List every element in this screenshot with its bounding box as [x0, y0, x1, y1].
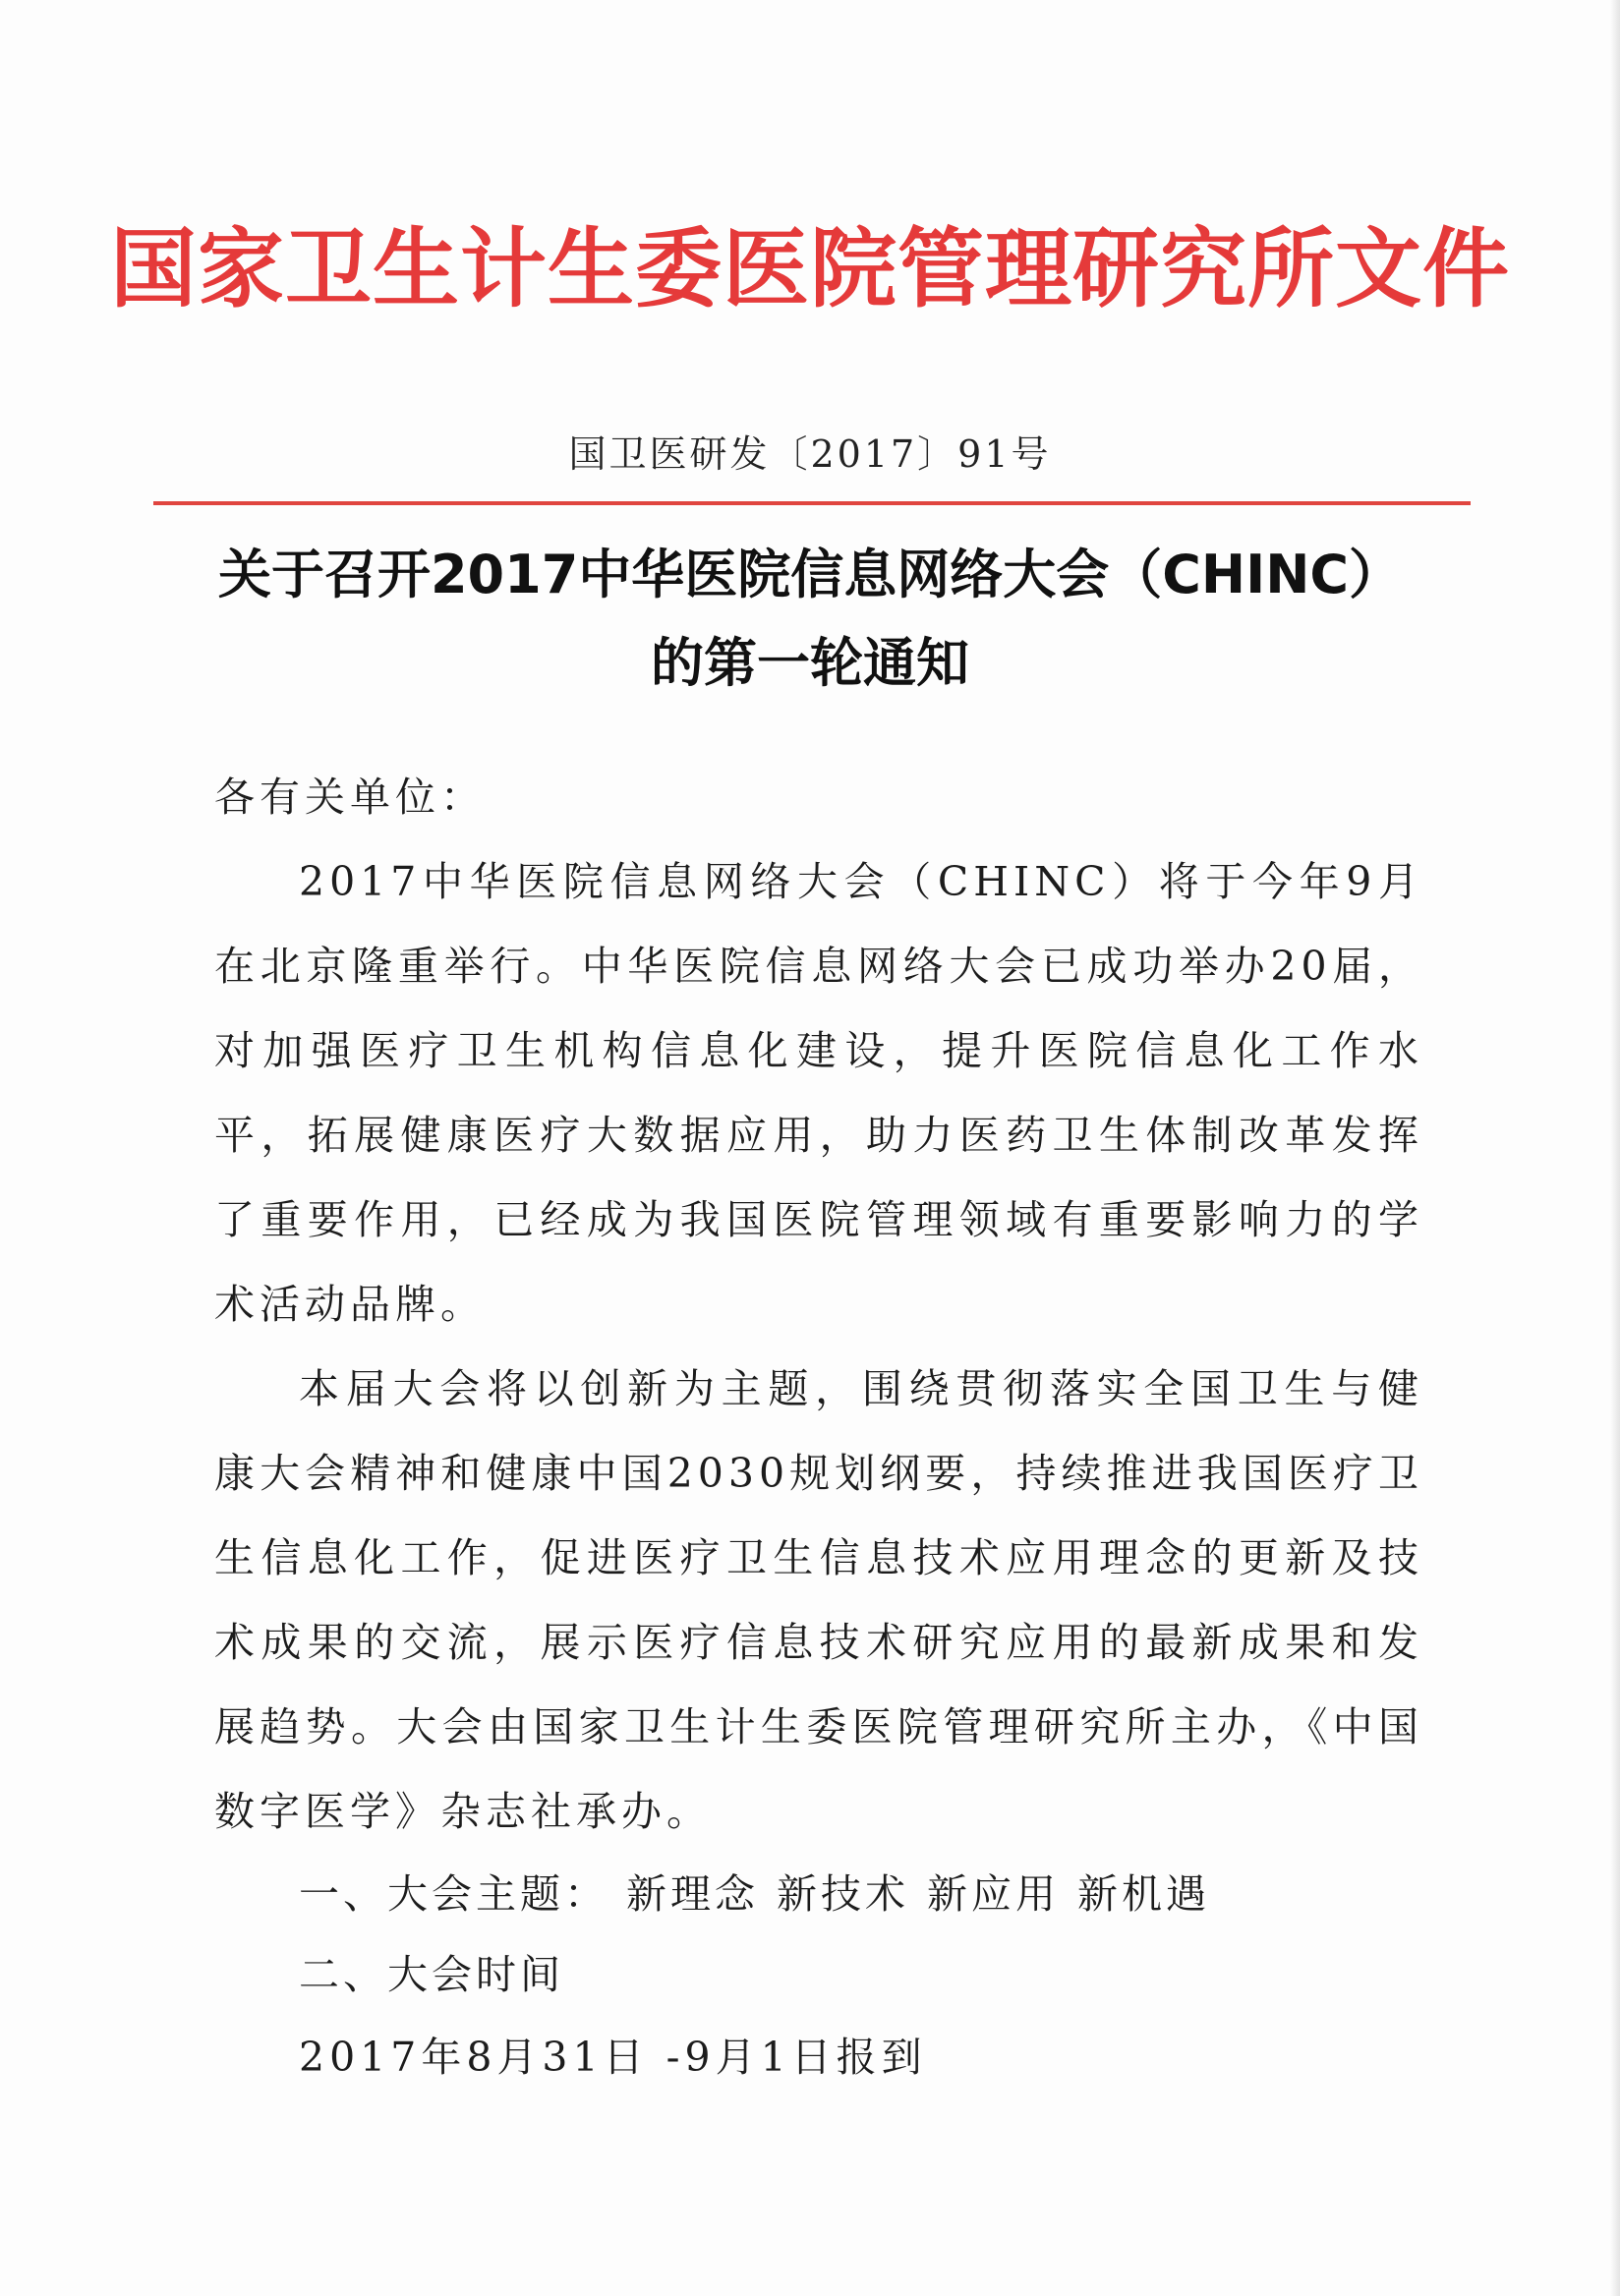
section-theme-heading: 一、大会主题： [299, 1870, 608, 1918]
theme-topic-3: 新应用 [927, 1870, 1060, 1918]
theme-topic-4: 新机遇 [1077, 1870, 1210, 1918]
issuer-header-title: 国家卫生计生委医院管理研究所文件 [109, 217, 1510, 319]
notice-title [0, 531, 1620, 708]
page-edge-shadow [1610, 0, 1620, 2296]
paragraph-theme: 本届大会将以创新为主题，围绕贯彻落实全国卫生与健康大会精神和健康中国2030规划纲要，持续推进我国医疗卫生信息化工作，促进医疗卫生信息技术应用理念的更新及技术成果的交流，展示医疗信息技术研究应用的最新成果和发展趋势。大会由国家卫生计生委医院管理研究所主办，《中国数字医学》杂志社承办。 [214, 1365, 1423, 1835]
notice-title-line-1: 关于召开2017中华医院信息网络大会（CHINC） [217, 544, 1403, 605]
notice-title-line-2: 的第一轮通知 [651, 632, 969, 694]
section-conference-theme [214, 1854, 1423, 1934]
notice-body [214, 755, 1423, 2099]
theme-topic-2: 新技术 [777, 1870, 909, 1918]
section-conference-time: 二、大会时间 [299, 1951, 564, 1998]
salutation: 各有关单位： [214, 774, 486, 821]
registration-date: 2017年8月31日 -9月1日报到 [299, 2034, 927, 2081]
theme-topic-1: 新理念 [626, 1870, 759, 1918]
red-divider-rule [153, 501, 1471, 505]
document-number: 国卫医研发〔2017〕91号 [568, 432, 1052, 476]
paragraph-intro: 2017中华医院信息网络大会（CHINC）将于今年9月在北京隆重举行。中华医院信息网络大会已成功举办20届，对加强医疗卫生机构信息化建设，提升医院信息化工作水平，拓展健康医疗大数据应用，助力医药卫生体制改革发挥了重要作用，已经成为我国医院管理领域有重要影响力的学术活动品牌。 [214, 858, 1423, 1328]
